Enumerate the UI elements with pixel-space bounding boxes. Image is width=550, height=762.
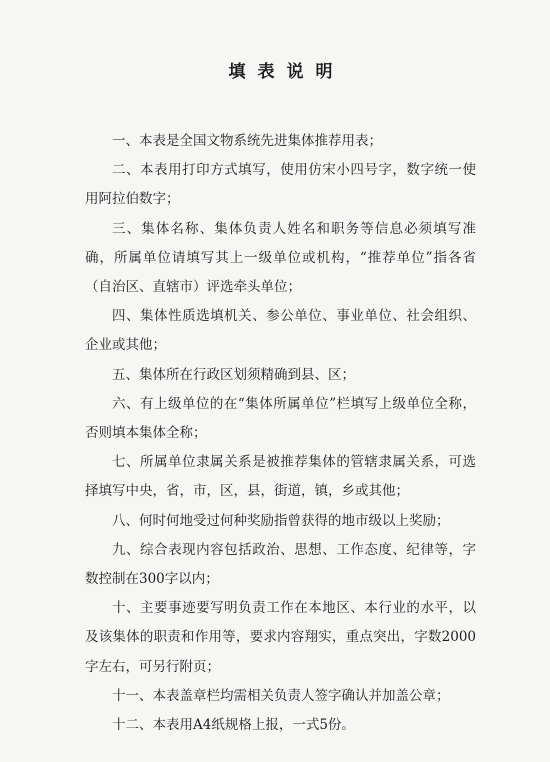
instruction-item-3: 三、集体名称、集体负责人姓名和职务等信息必须填写准确，所属单位请填写其上一级单位或机构，“推荐单位”指各省（自治区、直辖市）评选牵头单位； [85, 220, 476, 296]
instruction-item-12: 十二、本表用A4纸规格上报，一式5份。 [112, 717, 355, 734]
instruction-item-2: 二、本表用打印方式填写，使用仿宋小四号字，数字统一使用阿拉伯数字； [85, 162, 476, 208]
instruction-item-9: 九、综合表现内容包括政治、思想、工作态度、纪律等，字数控制在300字以内； [85, 541, 476, 588]
instruction-list [85, 127, 476, 740]
instruction-item-11: 十一、本表盖章栏均需相关负责人签字确认并加盖公章； [112, 687, 450, 704]
instruction-item-5: 五、集体所在行政区划须精确到县、区； [112, 366, 355, 383]
instruction-item-10: 十、主要事迹要写明负责工作在本地区、本行业的水平，以及该集体的职责和作用等，要求内容翔实，重点突出，字数2000字左右，可另行附页； [85, 600, 476, 675]
instruction-item-1: 一、本表是全国文物系统先进集体推荐用表； [112, 133, 382, 149]
instruction-item-6: 六、有上级单位的在“集体所属单位”栏填写上级单位全称，否则填本集体全称； [85, 395, 476, 442]
instruction-item-4: 四、集体性质选填机关、参公单位、事业单位、社会组织、企业或其他； [85, 308, 476, 354]
document-title: 填表说明 [228, 62, 345, 82]
instruction-item-8: 八、何时何地受过何种奖励指曾获得的地市级以上奖励； [112, 512, 450, 529]
instruction-item-7: 七、所属单位隶属关系是被推荐集体的管辖隶属关系，可选择填写中央，省，市，区，县，街道，镇，乡或其他； [85, 454, 476, 500]
